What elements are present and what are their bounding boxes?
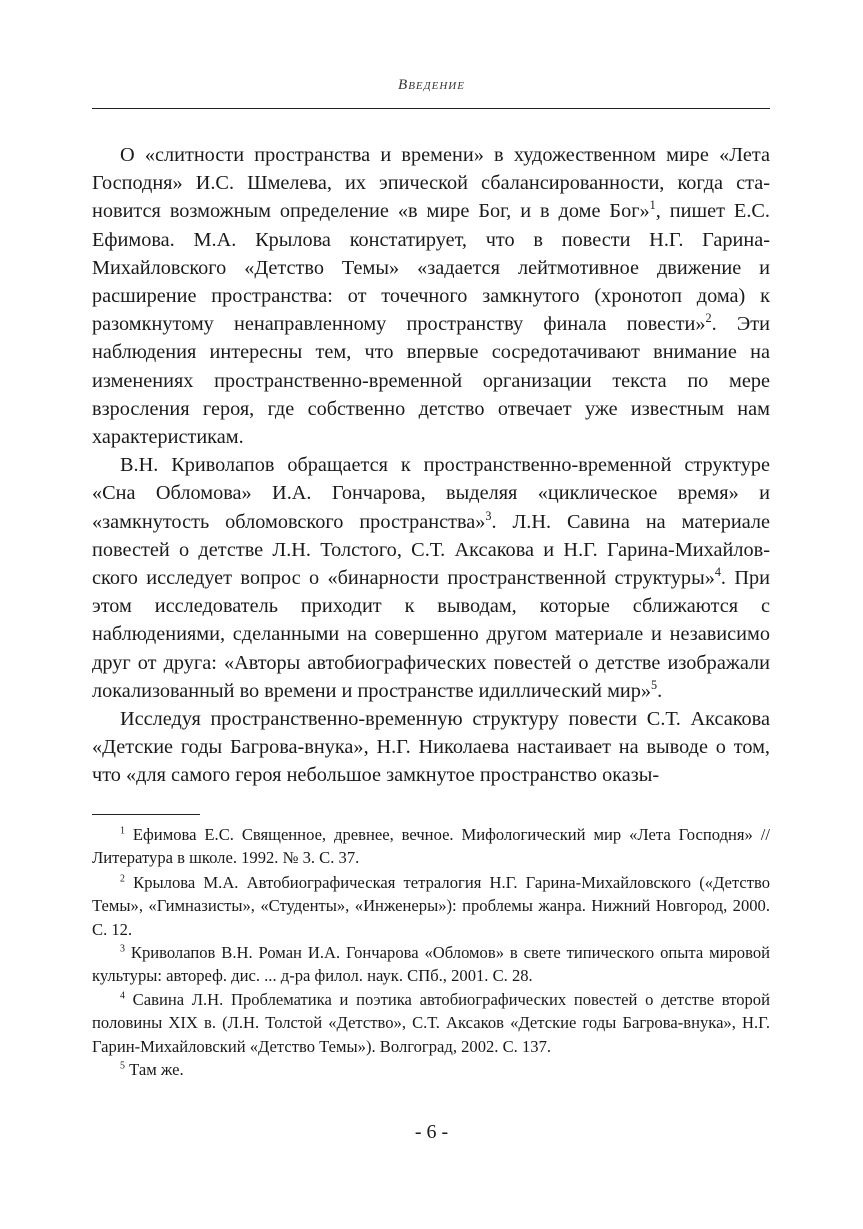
footnote-text: Савина Л.Н. Проблематика и поэтика автобиографических повестей о детстве второй половины XIX в. (Л.Н. Толстой «Детство», С.Т. Аксаков «Детские годы Багрова-внука», Н.Г. Гарин-Михайловский «Детство Темы»). Волгоград, 2002. С. 137.	[92, 989, 770, 1056]
paragraph-text: Исследуя пространственно-временную структуру повести С.Т. Аксакова «Детские годы Багрова-внука», Н.Г. Николаева настаивает на выводе о том, что «для самого героя небольшое замкнутое пространство оказы-	[92, 708, 770, 787]
footnote-text: Крылова М.А. Автобиографическая тетралогия Н.Г. Гарина-Михайловского («Детство Темы», «Гимназисты», «Студенты», «Инженеры»): проблемы жанра. Нижний Новгород, 2000. С. 12.	[92, 872, 770, 939]
footnote-2	[92, 871, 770, 941]
footnote-5	[92, 1058, 770, 1081]
paragraph-2	[92, 451, 770, 705]
footnote-text: Там же.	[129, 1060, 184, 1080]
footnote-text: Ефимова Е.С. Священное, древнее, вечное. Мифологический мир «Лета Господня» // Литература в школе. 1992. № 3. С. 37.	[92, 825, 770, 868]
footnote-number: 5	[120, 1060, 125, 1072]
paragraph-3	[92, 705, 770, 790]
paragraph-text: . При этом исследователь приходит к выводам, которые сближаются с наблюдениями, сделанными на совершенно другом материале и независимо друг от друга: «Авторы автобиографических повестей о детстве изображали локализованный во времени и пространстве идиллический мир»	[92, 567, 770, 702]
footnote-4	[92, 988, 770, 1058]
footnote-ref-4: 4	[714, 565, 721, 580]
paragraph-text: , пишет Е.С. Ефимова. М.А. Крылова констатирует, что в повести Н.Г. Гарина-Михайловского «Детство Темы» «задается лейтмотивное движение и расширение пространства: от точечного замкнутого (хронотоп дома) к разомкнутому ненаправленному пространству финала повести»	[92, 200, 770, 336]
running-head: Введение	[398, 77, 465, 93]
footnote-ref-1: 1	[649, 198, 656, 213]
header-rule	[92, 108, 770, 109]
body-text	[92, 141, 770, 790]
paragraph-1	[92, 141, 770, 451]
page-number: - 6 -	[414, 1121, 449, 1143]
footnote-ref-3: 3	[485, 508, 492, 523]
paragraph-text: . Эти наблюдения интересны тем, что впервые сосредотачивают внимание на изменениях пространственно-временной организации текста по мере взросления героя, где собственно детство отвечает уже известным нам характеристикам.	[92, 313, 770, 449]
paragraph-text: В.Н. Криволапов обращается к пространственно-временной структуре «Сна Обломова» И.А. Гончарова, выделяя «циклическое время» и «замкнутость обломовского пространства»	[92, 454, 770, 533]
footnote-number: 3	[120, 943, 125, 955]
footnote-text: Криволапов В.Н. Роман И.А. Гончарова «Обломов» в свете типического опыта мировой культуры: автореф. дис. ... д-ра филол. наук. СПб., 2001. С. 28.	[92, 943, 770, 986]
footnote-ref-2: 2	[705, 311, 712, 326]
footnotes	[92, 823, 770, 1081]
footnote-number: 1	[120, 825, 125, 837]
footnote-ref-5: 5	[651, 678, 658, 693]
footnote-3	[92, 941, 770, 988]
paragraph-text: . Л.Н. Савина на материале повестей о детстве Л.Н. Толстого, С.Т. Аксакова и Н.Г. Гарина-Михайловского исследует вопрос о «бинарности пространственной структуры»	[92, 510, 770, 590]
paragraph-text: .	[657, 679, 663, 702]
footnote-number: 2	[120, 873, 125, 885]
footnote-1	[92, 823, 770, 870]
footnote-number: 4	[120, 990, 125, 1002]
paragraph-text: О «слитности пространства и времени» в художественном мире «Лета Господня» И.С. Шмелева, их эпической сбалансированности, когда становится возможным определение «в мире Бог, и в доме Бог»	[92, 144, 770, 223]
footnote-rule	[92, 814, 200, 815]
